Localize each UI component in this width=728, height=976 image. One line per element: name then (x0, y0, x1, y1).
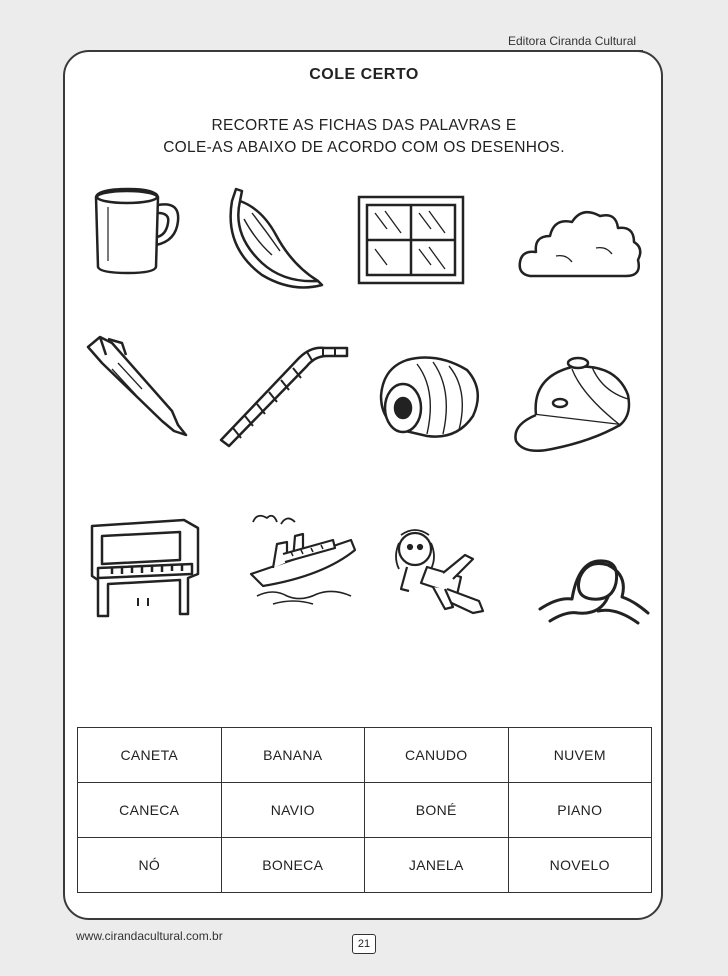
word-card[interactable]: NUVEM (508, 728, 652, 783)
knot-drawing (538, 553, 650, 625)
word-card[interactable]: BONÉ (365, 783, 509, 838)
window-drawing (355, 193, 467, 288)
table-row (78, 838, 652, 893)
instruction-line-2: COLE-AS ABAIXO DE ACORDO COM OS DESENHOS. (163, 139, 565, 156)
straw-drawing (219, 338, 350, 448)
word-card[interactable]: BONECA (221, 838, 365, 893)
word-card[interactable]: NAVIO (221, 783, 365, 838)
footer-url: www.cirandacultural.com.br (76, 929, 223, 943)
yarn-ball-drawing (377, 350, 484, 440)
ship-drawing (243, 510, 361, 608)
instruction-line-1: RECORTE AS FICHAS DAS PALAVRAS E (211, 117, 517, 134)
word-card[interactable]: CANECA (78, 783, 222, 838)
doll-drawing (387, 523, 497, 616)
word-card[interactable]: JANELA (365, 838, 509, 893)
piano-drawing (88, 518, 205, 618)
word-card[interactable]: NÓ (78, 838, 222, 893)
mug-drawing (88, 185, 184, 277)
word-card[interactable]: PIANO (508, 783, 652, 838)
worksheet-title: COLE CERTO (309, 66, 419, 83)
word-card[interactable]: BANANA (221, 728, 365, 783)
pen-drawing (82, 333, 192, 438)
word-card[interactable]: CANUDO (365, 728, 509, 783)
word-card[interactable]: NOVELO (508, 838, 652, 893)
cap-drawing (512, 355, 637, 457)
table-row (78, 783, 652, 838)
page-number: 21 (352, 934, 376, 954)
banana-drawing (222, 185, 328, 290)
table-row (78, 728, 652, 783)
word-card-grid (77, 727, 652, 893)
publisher-name: Editora Ciranda Cultural (508, 34, 637, 48)
word-card[interactable]: CANETA (78, 728, 222, 783)
cloud-drawing (516, 204, 644, 286)
